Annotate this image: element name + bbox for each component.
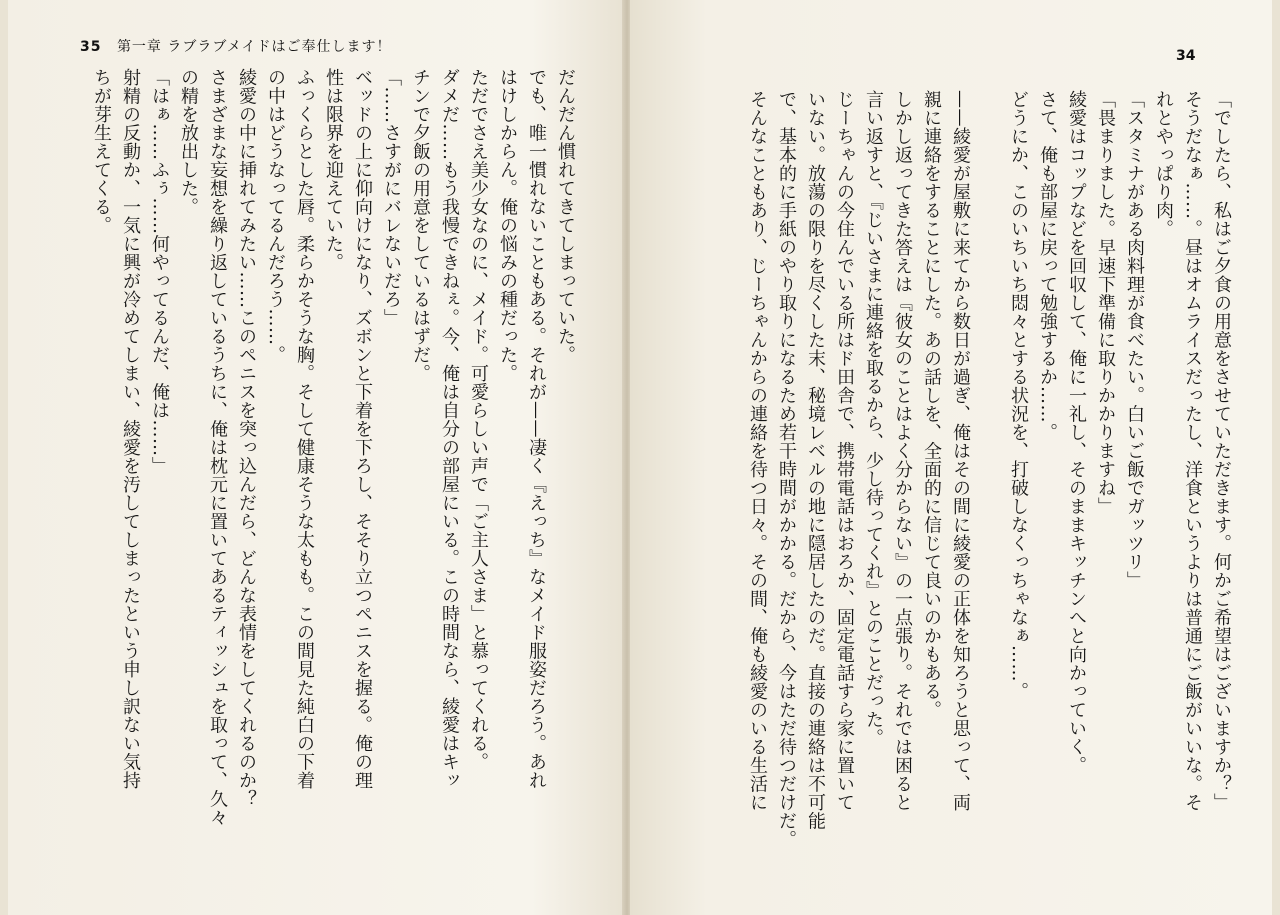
running-head xyxy=(80,36,392,56)
text-line: れとやっぱり肉。 xyxy=(1153,90,1174,238)
text-line: はけしからん。俺の悩みの種だった。 xyxy=(497,68,518,383)
text-line: ちが芽生えてくる。 xyxy=(91,68,112,235)
text-line: ——綾愛が屋敷に来てから数日が過ぎ、俺はその間に綾愛の正体を知ろうと思って、両 xyxy=(950,90,971,812)
text-line: どうにか、このいちいち悶々とする状況を、打破しなくっちゃなぁ……。 xyxy=(1008,90,1029,701)
text-line: 「……さすがにバレないだろ」 xyxy=(381,68,402,327)
text-line: そうだなぁ……。昼はオムライスだったし、洋食というよりは普通にご飯がいいな。そ xyxy=(1182,90,1203,812)
left-text-block xyxy=(80,68,580,868)
page-number-left: 35 xyxy=(80,39,102,55)
text-line: 「スタミナがある肉料理が食べたい。白いご飯でガッツリ」 xyxy=(1124,90,1145,590)
text-line: そんなこともあり、じーちゃんからの連絡を待つ日々。その間、俺も綾愛のいる生活に xyxy=(747,90,768,812)
text-line: 「はぁ……ふぅ……何やってるんだ、俺は……」 xyxy=(149,68,170,475)
text-line: 言い返すと、『じいさまに連絡を取るから、少し待ってくれ』とのことだった。 xyxy=(863,90,884,747)
text-line: ダメだ……もう我慢できねぇ。今、俺は自分の部屋にいる。この時間なら、綾愛はキッ xyxy=(439,68,460,790)
text-line: じーちゃんの今住んでいる所はド田舎で、携帯電話はおろか、固定電話すら家に置いて xyxy=(834,90,855,812)
text-line: ただでさえ美少女なのに、メイド。可愛らしい声で「ご主人さま」と慕ってくれる。 xyxy=(468,68,489,771)
text-line: 「でしたら、私はご夕食の用意をさせていただきます。何かご希望はございますか？」 xyxy=(1211,90,1232,812)
text-line: ふっくらとした唇。柔らかそうな胸。そして健康そうな太もも。この間見た純白の下着 xyxy=(294,68,315,790)
text-line: 親に連絡をすることにした。あの話しを、全面的に信じて良いのかもある。 xyxy=(921,90,942,719)
text-line: さて、俺も部屋に戻って勉強するか……。 xyxy=(1037,90,1058,442)
chapter-title: 第一章 ラブラブメイドはご奉仕します！ xyxy=(116,39,392,55)
left-body xyxy=(80,68,580,868)
text-line: 性は限界を迎えていた。 xyxy=(323,68,344,272)
right-body xyxy=(688,90,1236,880)
page-number-right: 34 xyxy=(1176,48,1196,64)
text-line: しかし返ってきた答えは『彼女のことはよく分からない』の一点張り。それでは困ると xyxy=(892,90,913,812)
text-line: 「畏まりました。早速下準備に取りかかりますね」 xyxy=(1095,90,1116,516)
text-line: の中はどうなってるんだろう……。 xyxy=(265,68,286,364)
right-page xyxy=(630,0,1272,915)
text-line: さまざまな妄想を繰り返しているうちに、俺は枕元に置いてあるティッシュを取って、久々 xyxy=(207,68,228,827)
text-line: 射精の反動か、一気に興が冷めてしまい、綾愛を汚してしまったという申し訳ない気持 xyxy=(120,68,141,790)
right-text-block xyxy=(688,90,1236,880)
text-line: チンで夕飯の用意をしているはずだ。 xyxy=(410,68,431,383)
text-line: いない。放蕩の限りを尽くした末、秘境レベルの地に隠居したのだ。直接の連絡は不可能 xyxy=(805,90,826,830)
text-line: 綾愛はコップなどを回収して、俺に一礼し、そのままキッチンへと向かっていく。 xyxy=(1066,90,1087,775)
text-line: だんだん慣れてきてしまっていた。 xyxy=(555,68,576,364)
text-line: の精を放出した。 xyxy=(178,68,199,216)
text-line: 綾愛の中に挿れてみたい……このペニスを突っ込んだら、どんな表情をしてくれるのか？ xyxy=(236,68,257,808)
left-page xyxy=(8,0,624,915)
text-line: でも、唯一慣れないこともある。それが——凄く『えっち』なメイド服姿だろう。あれ xyxy=(526,68,547,790)
text-line: ベッドの上に仰向けになり、ズボンと下着を下ろし、そそり立つペニスを握る。俺の理 xyxy=(352,68,373,790)
section-break xyxy=(975,90,1004,880)
text-line: で、基本的に手紙のやり取りになるため若干時間がかかる。だから、今はただ待つだけだ。 xyxy=(776,90,797,849)
